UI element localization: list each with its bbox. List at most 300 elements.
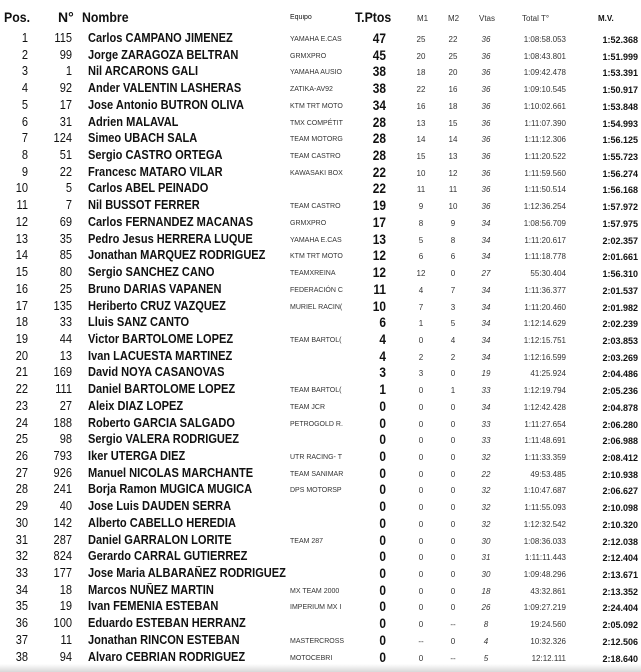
header-total-time[interactable]: Total T° <box>522 14 550 23</box>
moto2-points: 4 <box>450 335 456 345</box>
rider-name: Ander VALENTIN LASHERAS <box>88 81 242 96</box>
moto2-points: 7 <box>450 285 456 295</box>
best-lap: 2:01.537 <box>602 285 638 296</box>
best-lap: 1:55.723 <box>602 152 638 163</box>
rider-name: Jorge ZARAGOZA BELTRAN <box>88 47 239 62</box>
position: 6 <box>21 114 28 129</box>
total-points: 13 <box>372 231 386 246</box>
header-best-lap[interactable]: M.V. <box>598 14 614 23</box>
position: 37 <box>15 632 28 647</box>
rider-number: 124 <box>53 131 72 146</box>
laps: 30 <box>481 570 491 580</box>
total-points: 3 <box>379 365 386 380</box>
rider-name: Ivan FEMENIA ESTEBAN <box>88 599 219 614</box>
total-time: 41:25.924 <box>530 369 566 379</box>
total-points: 28 <box>372 131 386 146</box>
total-points: 0 <box>379 532 386 547</box>
laps: 32 <box>481 486 491 496</box>
rider-name: Jose Maria ALBARAÑEZ RODRIGUEZ <box>88 566 286 581</box>
moto2-points: 0 <box>450 503 456 513</box>
position: 7 <box>21 131 28 146</box>
laps: 36 <box>481 68 491 78</box>
rider-number: 98 <box>59 432 72 447</box>
total-time: 12:12.111 <box>531 653 566 663</box>
position: 31 <box>15 532 28 547</box>
total-time: 1:11:11.443 <box>524 553 566 563</box>
moto2-points: 9 <box>450 218 456 228</box>
moto2-points: 5 <box>450 319 456 329</box>
laps: 18 <box>481 586 491 596</box>
moto2-points: 0 <box>450 519 456 529</box>
laps: 36 <box>481 101 491 111</box>
best-lap: 2:12.506 <box>602 636 638 647</box>
moto2-points: -- <box>450 653 456 663</box>
laps: 33 <box>481 436 491 446</box>
rider-name: Ivan LACUESTA MARTINEZ <box>88 348 233 363</box>
rider-number: 51 <box>59 148 72 163</box>
team: KTM TRT MOTO <box>290 253 343 261</box>
laps: 34 <box>481 319 491 329</box>
position: 1 <box>21 31 28 45</box>
rider-number: 926 <box>53 465 72 480</box>
rider-name: Jonathan RINCON ESTEBAN <box>88 632 240 647</box>
rider-name: Gerardo CARRAL GUTIERREZ <box>88 549 248 564</box>
total-time: 1:12:16.599 <box>523 352 566 362</box>
laps: 34 <box>481 302 491 312</box>
total-points: 11 <box>373 281 386 296</box>
best-lap: 2:04.486 <box>602 369 638 380</box>
total-points: 0 <box>379 566 386 581</box>
table-row <box>0 96 641 113</box>
position: 29 <box>15 499 28 514</box>
rider-number: 33 <box>59 315 72 330</box>
team: GRMXPRO <box>290 52 327 60</box>
moto1-points: 0 <box>418 486 424 496</box>
best-lap: 1:51.999 <box>602 51 638 62</box>
rider-number: 85 <box>59 248 72 263</box>
total-time: 1:10:02.661 <box>523 101 566 111</box>
best-lap: 2:18.640 <box>602 653 638 664</box>
rider-number: 7 <box>65 198 72 213</box>
laps: 32 <box>481 503 491 513</box>
total-points: 0 <box>379 449 386 463</box>
rider-name: Alberto CABELLO HEREDIA <box>88 515 236 530</box>
team: TEAMXREINA <box>290 270 336 278</box>
best-lap: 2:01.661 <box>602 252 638 263</box>
laps: 8 <box>483 620 489 630</box>
total-points: 0 <box>379 482 386 497</box>
best-lap: 1:56.310 <box>602 269 638 280</box>
team: TEAM 287 <box>290 537 324 545</box>
laps: 34 <box>481 352 491 362</box>
table-header <box>0 7 641 27</box>
table-row <box>0 129 641 146</box>
rider-number: 13 <box>59 348 72 363</box>
table-row <box>0 196 641 213</box>
moto2-points: 3 <box>450 302 456 312</box>
total-points: 10 <box>372 298 386 313</box>
total-points: 0 <box>379 432 386 447</box>
total-time: 1:11:55.093 <box>524 503 566 513</box>
team: TEAM CASTRO <box>290 203 341 211</box>
team: KAWASAKI BOX <box>290 169 343 177</box>
rider-number: 142 <box>53 515 72 530</box>
total-time: 1:11:33.359 <box>524 453 566 462</box>
laps: 19 <box>481 369 491 379</box>
position: 33 <box>15 566 28 581</box>
total-points: 22 <box>372 164 386 179</box>
rider-name: Nil ARCARONS GALI <box>88 64 199 79</box>
total-time: 1:12:42.428 <box>523 402 566 412</box>
position: 9 <box>21 164 28 179</box>
position: 20 <box>15 348 28 363</box>
team: KTM TRT MOTO <box>290 102 343 110</box>
total-time: 1:08:56.709 <box>523 218 566 228</box>
total-time: 43:32.861 <box>530 586 566 596</box>
total-time: 1:11:59.560 <box>524 168 566 178</box>
moto1-points: 18 <box>416 68 426 78</box>
total-time: 19:24.560 <box>530 620 566 630</box>
rider-number: 5 <box>65 181 72 196</box>
best-lap: 2:10.938 <box>602 469 638 480</box>
total-time: 1:11:18.778 <box>524 252 566 262</box>
position: 21 <box>15 365 28 380</box>
total-points: 0 <box>379 632 386 647</box>
moto2-points: 0 <box>450 269 456 279</box>
table-row <box>0 146 641 163</box>
table-row <box>0 514 641 531</box>
moto2-points: 6 <box>450 252 456 262</box>
moto2-points: 2 <box>450 352 456 362</box>
header-name[interactable]: Nombre <box>82 9 129 25</box>
moto1-points: 2 <box>418 352 424 362</box>
total-time: 1:11:36.377 <box>524 285 566 295</box>
moto1-points: 0 <box>418 620 424 630</box>
moto1-points: 5 <box>418 235 424 245</box>
rider-number: 94 <box>59 649 72 664</box>
moto2-points: 14 <box>448 135 458 145</box>
rider-number: 100 <box>53 616 72 631</box>
table-row <box>0 213 641 230</box>
rider-name: Nil BUSSOT FERRER <box>88 198 200 213</box>
total-points: 0 <box>379 415 386 430</box>
total-time: 1:08:43.801 <box>523 51 566 61</box>
laps: 33 <box>481 419 491 429</box>
total-points: 47 <box>372 31 386 45</box>
rider-number: 11 <box>60 632 72 647</box>
total-time: 1:09:42.478 <box>523 68 566 78</box>
position: 15 <box>15 265 28 280</box>
rider-name: Sergio VALERA RODRIGUEZ <box>88 432 240 447</box>
header-m1[interactable]: M1 <box>417 14 429 23</box>
rider-number: 99 <box>59 47 72 62</box>
table-row <box>0 79 641 96</box>
moto2-points: 0 <box>450 453 456 462</box>
team: MOTOCEBRI <box>290 654 333 662</box>
best-lap: 2:24.404 <box>602 603 638 614</box>
best-lap: 2:13.352 <box>602 586 638 597</box>
rider-number: 793 <box>53 449 72 463</box>
position: 22 <box>15 382 28 397</box>
laps: 36 <box>481 202 491 212</box>
table-row <box>0 297 641 314</box>
moto2-points: 10 <box>448 202 458 212</box>
total-points: 0 <box>379 465 386 480</box>
table-row <box>0 380 641 397</box>
team: TEAM JCR <box>290 403 325 411</box>
position: 3 <box>21 64 28 79</box>
total-points: 0 <box>379 499 386 514</box>
table-row <box>0 631 641 648</box>
laps: 34 <box>481 335 491 345</box>
moto1-points: 0 <box>418 603 424 613</box>
team: TEAM BARTOL( <box>290 387 342 395</box>
rider-number: 31 <box>59 114 72 129</box>
rider-name: Borja Ramon MUGICA MUGICA <box>88 482 253 497</box>
total-points: 4 <box>379 348 386 363</box>
team: TEAM MOTORG <box>290 136 343 144</box>
moto2-points: -- <box>450 620 456 630</box>
rider-number: 135 <box>53 298 72 313</box>
rider-number: 40 <box>59 499 72 514</box>
total-time: 1:12:14.629 <box>523 319 566 329</box>
position: 28 <box>15 482 28 497</box>
header-points[interactable]: T.Ptos <box>355 9 392 25</box>
position: 35 <box>15 599 28 614</box>
rider-name: Jonathan MARQUEZ RODRIGUEZ <box>88 248 266 263</box>
position: 26 <box>15 449 28 463</box>
rider-name: Carlos FERNANDEZ MACANAS <box>88 214 254 229</box>
best-lap: 1:53.848 <box>602 101 638 112</box>
laps: 36 <box>481 168 491 178</box>
header-pos[interactable]: Pos. <box>4 9 31 25</box>
best-lap: 2:01.982 <box>602 302 638 313</box>
team: TEAM SANIMAR <box>290 470 344 478</box>
laps: 34 <box>481 285 491 295</box>
moto1-points: 1 <box>418 319 424 329</box>
rider-number: 44 <box>59 331 72 346</box>
best-lap: 2:02.357 <box>602 235 638 246</box>
team: GRMXPRO <box>290 219 327 227</box>
moto1-points: 0 <box>418 402 424 412</box>
table-row <box>0 547 641 564</box>
rider-name: Sergio CASTRO ORTEGA <box>88 148 223 163</box>
rider-name: Sergio SANCHEZ CANO <box>88 265 215 280</box>
position: 27 <box>15 465 28 480</box>
table-row <box>0 480 641 497</box>
total-time: 1:11:27.654 <box>524 419 566 429</box>
total-time: 1:11:20.522 <box>524 152 566 162</box>
best-lap: 2:02.239 <box>602 319 638 330</box>
table-row <box>0 179 641 196</box>
table-row <box>0 447 641 464</box>
laps: 36 <box>481 51 491 61</box>
moto1-points: 8 <box>418 218 424 228</box>
moto1-points: 0 <box>418 419 424 429</box>
total-points: 12 <box>372 265 386 280</box>
rider-name: Daniel GARRALON LORITE <box>88 532 232 547</box>
moto1-points: 25 <box>416 35 426 44</box>
moto2-points: 1 <box>450 386 456 396</box>
total-points: 0 <box>379 549 386 564</box>
total-time: 49:53.485 <box>530 469 566 479</box>
moto2-points: 13 <box>448 152 458 162</box>
moto2-points: 22 <box>448 35 458 44</box>
moto2-points: 0 <box>450 469 456 479</box>
position: 36 <box>15 616 28 631</box>
laps: 34 <box>481 218 491 228</box>
total-points: 19 <box>372 198 386 213</box>
total-time: 1:09:27.219 <box>523 603 566 613</box>
total-points: 0 <box>379 599 386 614</box>
moto2-points: 0 <box>450 553 456 563</box>
position: 32 <box>15 549 28 564</box>
team: ZATIKA-AV92 <box>290 86 333 94</box>
moto1-points: 7 <box>418 302 424 312</box>
rider-name: Francesc MATARO VILAR <box>88 164 223 179</box>
rider-name: Bruno DARIAS VAPANEN <box>88 281 222 296</box>
moto2-points: 25 <box>448 51 458 61</box>
rider-name: Heriberto CRUZ VAZQUEZ <box>88 298 226 313</box>
moto1-points: 11 <box>416 185 426 195</box>
table-row <box>0 564 641 581</box>
moto2-points: 0 <box>450 419 456 429</box>
table-row <box>0 230 641 247</box>
laps: 31 <box>481 553 491 563</box>
table-row <box>0 363 641 380</box>
position: 13 <box>15 231 28 246</box>
team: YAMAHA E.CAS <box>290 36 342 43</box>
team: PETROGOLD R. <box>290 420 343 428</box>
total-points: 6 <box>379 315 386 330</box>
moto1-points: 0 <box>418 469 424 479</box>
position: 23 <box>15 398 28 413</box>
rider-name: Daniel BARTOLOME LOPEZ <box>88 382 236 397</box>
laps: 32 <box>481 519 491 529</box>
best-lap: 1:56.274 <box>602 168 638 179</box>
rider-number: 115 <box>54 31 72 45</box>
moto1-points: 0 <box>418 436 424 446</box>
laps: 34 <box>481 235 491 245</box>
best-lap: 2:06.280 <box>602 419 638 430</box>
rider-name: Carlos ABEL PEINADO <box>88 181 209 196</box>
table-row <box>0 397 641 414</box>
moto1-points: 14 <box>416 135 426 145</box>
header-m2[interactable]: M2 <box>448 14 460 23</box>
laps: 27 <box>481 269 491 279</box>
bottom-shadow <box>0 664 641 672</box>
total-time: 1:10:47.687 <box>523 486 566 496</box>
rider-number: 17 <box>59 97 72 112</box>
table-row <box>0 330 641 347</box>
table-row <box>0 430 641 447</box>
best-lap: 2:10.098 <box>602 503 638 514</box>
total-time: 1:11:48.691 <box>524 436 566 446</box>
rider-number: 169 <box>53 365 72 380</box>
position: 18 <box>15 315 28 330</box>
position: 11 <box>16 198 28 213</box>
best-lap: 2:03.269 <box>602 352 638 363</box>
moto1-points: 0 <box>418 653 424 663</box>
table-row <box>0 581 641 598</box>
rider-number: 824 <box>53 549 72 564</box>
moto1-points: 15 <box>416 152 426 162</box>
team: IMPERIUM MX I <box>290 604 342 612</box>
laps: 5 <box>483 653 489 663</box>
total-points: 34 <box>372 97 386 112</box>
best-lap: 1:53.391 <box>602 68 638 79</box>
total-points: 12 <box>372 248 386 263</box>
total-time: 55:30.404 <box>530 269 566 279</box>
table-row <box>0 347 641 364</box>
header-laps[interactable]: Vtas <box>479 14 496 23</box>
moto1-points: 12 <box>416 269 426 279</box>
header-team[interactable]: Equipo <box>290 14 312 21</box>
moto2-points: 0 <box>450 369 456 379</box>
position: 24 <box>15 415 28 430</box>
rider-name: Carlos CAMPANO JIMENEZ <box>88 31 233 45</box>
total-points: 28 <box>372 148 386 163</box>
total-time: 1:11:50.514 <box>524 185 566 195</box>
table-row <box>0 648 641 665</box>
moto1-points: -- <box>418 636 424 646</box>
rider-name: Jose Antonio BUTRON OLIVA <box>88 97 244 112</box>
rider-number: 22 <box>59 164 72 179</box>
laps: 30 <box>481 536 491 546</box>
table-row <box>0 163 641 180</box>
moto2-points: 8 <box>450 235 456 245</box>
moto2-points: 0 <box>450 603 456 613</box>
rider-number: 177 <box>53 566 72 581</box>
position: 19 <box>15 331 28 346</box>
position: 5 <box>21 97 28 112</box>
position: 38 <box>15 649 28 664</box>
position: 10 <box>15 181 28 196</box>
moto2-points: 0 <box>450 536 456 546</box>
team: TMX COMPÉTIT <box>290 119 343 127</box>
moto1-points: 20 <box>416 51 426 61</box>
total-points: 22 <box>372 181 386 196</box>
total-time: 10:32.326 <box>530 636 566 646</box>
rider-name: Aleix DIAZ LOPEZ <box>88 398 184 413</box>
table-row <box>0 280 641 297</box>
table-row <box>0 46 641 63</box>
position: 14 <box>15 248 28 263</box>
total-time: 1:12:19.794 <box>523 386 566 396</box>
rider-number: 92 <box>59 81 72 96</box>
rider-number: 27 <box>59 398 72 413</box>
position: 30 <box>15 515 28 530</box>
position: 34 <box>15 582 28 597</box>
rider-number: 287 <box>53 532 72 547</box>
table-row <box>0 597 641 614</box>
total-points: 0 <box>379 398 386 413</box>
laps: 34 <box>481 402 491 412</box>
position: 17 <box>15 298 28 313</box>
header-number[interactable]: N° <box>58 9 74 25</box>
rider-name: Marcos NUÑEZ MARTIN <box>88 582 214 597</box>
moto1-points: 0 <box>418 503 424 513</box>
table-row <box>0 113 641 130</box>
best-lap: 2:10.320 <box>602 519 638 530</box>
moto1-points: 16 <box>416 101 426 111</box>
rider-name: Victor BARTOLOME LOPEZ <box>88 331 234 346</box>
rider-name: Jose Luis DAUDEN SERRA <box>88 499 232 514</box>
total-time: 1:11:07.390 <box>524 118 566 128</box>
moto2-points: 0 <box>450 402 456 412</box>
rider-name: Eduardo ESTEBAN HERRANZ <box>88 616 246 631</box>
best-lap: 2:04.878 <box>602 402 638 413</box>
